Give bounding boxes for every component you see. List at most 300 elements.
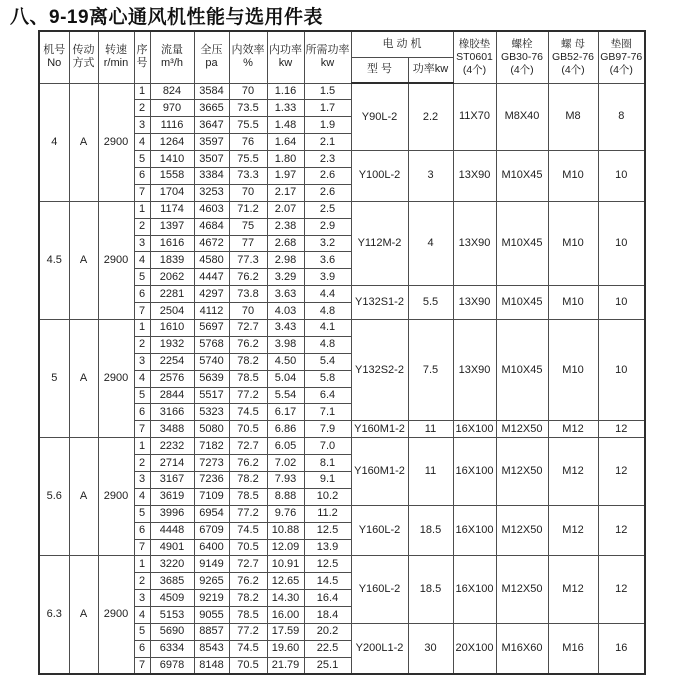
- cell-efficiency: 74.5: [229, 640, 267, 657]
- cell-flow: 2844: [150, 387, 194, 404]
- cell-flow: 1116: [150, 117, 194, 134]
- cell-flow: 1610: [150, 319, 194, 336]
- cell-motor-power: 18.5: [408, 505, 453, 556]
- cell-pressure: 6400: [194, 539, 229, 556]
- cell-flow: 4509: [150, 590, 194, 607]
- cell-motor-power: 11: [408, 438, 453, 506]
- cell-power: 3.98: [267, 336, 304, 353]
- cell-power: 5.04: [267, 370, 304, 387]
- cell-required: 1.9: [304, 117, 351, 134]
- cell-efficiency: 72.7: [229, 319, 267, 336]
- cell-efficiency: 73.3: [229, 167, 267, 184]
- cell-seq: 1: [134, 319, 150, 336]
- cell-power: 12.09: [267, 539, 304, 556]
- cell-efficiency: 75.5: [229, 117, 267, 134]
- cell-rubber-pad: 11X70: [453, 83, 496, 151]
- cell-drive: A: [69, 319, 98, 437]
- cell-motor-power: 4: [408, 201, 453, 285]
- cell-washer: 10: [598, 201, 645, 285]
- cell-seq: 4: [134, 488, 150, 505]
- cell-efficiency: 77.2: [229, 624, 267, 641]
- cell-power: 1.97: [267, 167, 304, 184]
- cell-power: 3.29: [267, 269, 304, 286]
- cell-nut: M12: [548, 421, 598, 438]
- cell-pressure: 4580: [194, 252, 229, 269]
- cell-washer: 10: [598, 286, 645, 320]
- cell-power: 6.17: [267, 404, 304, 421]
- cell-drive: A: [69, 556, 98, 674]
- cell-efficiency: 72.7: [229, 438, 267, 455]
- page-title: 八、9-19离心通风机性能与选用件表: [10, 7, 324, 28]
- cell-motor-power: 5.5: [408, 286, 453, 320]
- cell-seq: 5: [134, 151, 150, 168]
- cell-flow: 5690: [150, 624, 194, 641]
- cell-seq: 3: [134, 117, 150, 134]
- cell-efficiency: 78.5: [229, 488, 267, 505]
- cell-required: 2.5: [304, 201, 351, 218]
- cell-power: 6.05: [267, 438, 304, 455]
- cell-power: 19.60: [267, 640, 304, 657]
- cell-required: 12.5: [304, 556, 351, 573]
- cell-power: 3.43: [267, 319, 304, 336]
- table-row: [39, 438, 645, 455]
- cell-bolt: M12X50: [496, 421, 548, 438]
- cell-motor-model: Y90L-2: [351, 83, 408, 151]
- cell-flow: 970: [150, 100, 194, 117]
- cell-seq: 7: [134, 303, 150, 320]
- cell-required: 7.0: [304, 438, 351, 455]
- cell-seq: 6: [134, 286, 150, 303]
- cell-flow: 1932: [150, 336, 194, 353]
- cell-efficiency: 72.7: [229, 556, 267, 573]
- cell-power: 2.07: [267, 201, 304, 218]
- cell-seq: 5: [134, 624, 150, 641]
- cell-flow: 6978: [150, 657, 194, 674]
- cell-speed: 2900: [98, 556, 134, 674]
- cell-motor-power: 3: [408, 151, 453, 202]
- cell-efficiency: 71.2: [229, 201, 267, 218]
- cell-pressure: 8543: [194, 640, 229, 657]
- cell-required: 8.1: [304, 455, 351, 472]
- cell-seq: 7: [134, 421, 150, 438]
- cell-flow: 824: [150, 83, 194, 100]
- cell-power: 2.38: [267, 218, 304, 235]
- cell-bolt: M10X45: [496, 151, 548, 202]
- cell-seq: 5: [134, 505, 150, 522]
- cell-seq: 7: [134, 657, 150, 674]
- cell-washer: 10: [598, 151, 645, 202]
- cell-efficiency: 77.2: [229, 505, 267, 522]
- cell-flow: 3167: [150, 471, 194, 488]
- cell-required: 4.8: [304, 336, 351, 353]
- cell-efficiency: 77: [229, 235, 267, 252]
- cell-pressure: 3253: [194, 184, 229, 201]
- cell-flow: 1397: [150, 218, 194, 235]
- cell-seq: 6: [134, 167, 150, 184]
- cell-required: 4.1: [304, 319, 351, 336]
- cell-flow: 1839: [150, 252, 194, 269]
- cell-motor-model: Y160M1-2: [351, 421, 408, 438]
- cell-power: 16.00: [267, 607, 304, 624]
- header-pressure: 全压 pa: [194, 31, 229, 83]
- cell-flow: 1264: [150, 134, 194, 151]
- cell-bolt: M12X50: [496, 556, 548, 624]
- cell-flow: 6334: [150, 640, 194, 657]
- cell-power: 8.88: [267, 488, 304, 505]
- cell-efficiency: 75.5: [229, 151, 267, 168]
- cell-power: 7.02: [267, 455, 304, 472]
- cell-drive: A: [69, 438, 98, 556]
- cell-flow: 5153: [150, 607, 194, 624]
- cell-pressure: 3665: [194, 100, 229, 117]
- cell-seq: 2: [134, 573, 150, 590]
- cell-rubber-pad: 20X100: [453, 624, 496, 675]
- cell-power: 10.88: [267, 522, 304, 539]
- cell-pressure: 7182: [194, 438, 229, 455]
- cell-required: 2.1: [304, 134, 351, 151]
- cell-power: 12.65: [267, 573, 304, 590]
- cell-motor-model: Y160L-2: [351, 556, 408, 624]
- cell-required: 25.1: [304, 657, 351, 674]
- cell-rubber-pad: 13X90: [453, 286, 496, 320]
- cell-required: 2.9: [304, 218, 351, 235]
- cell-pressure: 4297: [194, 286, 229, 303]
- cell-no: 4: [39, 83, 69, 201]
- cell-rubber-pad: 16X100: [453, 438, 496, 506]
- cell-efficiency: 78.2: [229, 471, 267, 488]
- table-header: [39, 31, 645, 83]
- cell-flow: 3685: [150, 573, 194, 590]
- cell-efficiency: 75: [229, 218, 267, 235]
- cell-efficiency: 70.5: [229, 539, 267, 556]
- cell-flow: 1616: [150, 235, 194, 252]
- cell-seq: 1: [134, 83, 150, 100]
- cell-pressure: 9055: [194, 607, 229, 624]
- cell-motor-model: Y132S1-2: [351, 286, 408, 320]
- cell-rubber-pad: 16X100: [453, 556, 496, 624]
- cell-efficiency: 77.2: [229, 387, 267, 404]
- cell-nut: M10: [548, 201, 598, 285]
- header-no: 机号 No: [39, 31, 69, 83]
- cell-seq: 7: [134, 184, 150, 201]
- cell-efficiency: 73.8: [229, 286, 267, 303]
- cell-pressure: 3647: [194, 117, 229, 134]
- cell-motor-power: 30: [408, 624, 453, 675]
- cell-bolt: M10X45: [496, 319, 548, 420]
- cell-power: 17.59: [267, 624, 304, 641]
- cell-nut: M10: [548, 151, 598, 202]
- cell-required: 20.2: [304, 624, 351, 641]
- header-seq: 序 号: [134, 31, 150, 83]
- cell-speed: 2900: [98, 83, 134, 201]
- cell-pressure: 7109: [194, 488, 229, 505]
- cell-flow: 2062: [150, 269, 194, 286]
- cell-nut: M16: [548, 624, 598, 675]
- cell-seq: 3: [134, 471, 150, 488]
- cell-seq: 2: [134, 455, 150, 472]
- cell-power: 6.86: [267, 421, 304, 438]
- header-motor-group: 电 动 机: [351, 31, 453, 57]
- header-speed: 转速 r/min: [98, 31, 134, 83]
- cell-rubber-pad: 16X100: [453, 421, 496, 438]
- cell-motor-model: Y112M-2: [351, 201, 408, 285]
- cell-flow: 2504: [150, 303, 194, 320]
- cell-efficiency: 78.2: [229, 353, 267, 370]
- cell-efficiency: 74.5: [229, 404, 267, 421]
- cell-required: 10.2: [304, 488, 351, 505]
- cell-pressure: 5639: [194, 370, 229, 387]
- cell-pressure: 5323: [194, 404, 229, 421]
- cell-power: 10.91: [267, 556, 304, 573]
- cell-nut: M10: [548, 319, 598, 420]
- cell-required: 7.9: [304, 421, 351, 438]
- cell-efficiency: 73.5: [229, 100, 267, 117]
- cell-pressure: 4603: [194, 201, 229, 218]
- cell-seq: 6: [134, 640, 150, 657]
- header-flow: 流量 m³/h: [150, 31, 194, 83]
- cell-efficiency: 78.2: [229, 590, 267, 607]
- cell-rubber-pad: 13X90: [453, 319, 496, 420]
- cell-required: 3.6: [304, 252, 351, 269]
- cell-seq: 3: [134, 235, 150, 252]
- cell-pressure: 8148: [194, 657, 229, 674]
- cell-motor-power: 2.2: [408, 83, 453, 151]
- cell-bolt: M10X45: [496, 286, 548, 320]
- cell-motor-model: Y160L-2: [351, 505, 408, 556]
- cell-motor-model: Y160M1-2: [351, 438, 408, 506]
- cell-motor-model: Y132S2-2: [351, 319, 408, 420]
- cell-pressure: 6709: [194, 522, 229, 539]
- cell-seq: 7: [134, 539, 150, 556]
- cell-efficiency: 76: [229, 134, 267, 151]
- cell-power: 3.63: [267, 286, 304, 303]
- cell-washer: 12: [598, 438, 645, 506]
- header-efficiency: 内效率 %: [229, 31, 267, 83]
- header-drive: 传动 方式: [69, 31, 98, 83]
- cell-power: 7.93: [267, 471, 304, 488]
- cell-pressure: 5697: [194, 319, 229, 336]
- cell-pressure: 5768: [194, 336, 229, 353]
- cell-flow: 2576: [150, 370, 194, 387]
- cell-flow: 1558: [150, 167, 194, 184]
- cell-power: 4.50: [267, 353, 304, 370]
- cell-pressure: 7236: [194, 471, 229, 488]
- cell-required: 4.4: [304, 286, 351, 303]
- cell-efficiency: 76.2: [229, 455, 267, 472]
- cell-required: 14.5: [304, 573, 351, 590]
- cell-pressure: 5080: [194, 421, 229, 438]
- cell-seq: 4: [134, 607, 150, 624]
- cell-power: 9.76: [267, 505, 304, 522]
- fan-performance-table: [38, 30, 646, 675]
- cell-required: 18.4: [304, 607, 351, 624]
- cell-power: 2.98: [267, 252, 304, 269]
- cell-power: 1.48: [267, 117, 304, 134]
- cell-pressure: 4112: [194, 303, 229, 320]
- cell-flow: 4901: [150, 539, 194, 556]
- cell-motor-power: 18.5: [408, 556, 453, 624]
- cell-flow: 3619: [150, 488, 194, 505]
- header-rubber-pad: 橡胶垫 ST0601 (4个): [453, 31, 496, 83]
- cell-pressure: 7273: [194, 455, 229, 472]
- cell-seq: 6: [134, 404, 150, 421]
- header-nut: 螺 母 GB52-76 (4个): [548, 31, 598, 83]
- cell-seq: 1: [134, 556, 150, 573]
- cell-flow: 2232: [150, 438, 194, 455]
- cell-power: 1.80: [267, 151, 304, 168]
- cell-required: 4.8: [304, 303, 351, 320]
- cell-required: 2.3: [304, 151, 351, 168]
- cell-required: 9.1: [304, 471, 351, 488]
- table-row: [39, 201, 645, 218]
- cell-required: 5.4: [304, 353, 351, 370]
- cell-power: 1.64: [267, 134, 304, 151]
- cell-bolt: M16X60: [496, 624, 548, 675]
- header-power: 内功率 kw: [267, 31, 304, 83]
- cell-efficiency: 76.2: [229, 573, 267, 590]
- cell-pressure: 5517: [194, 387, 229, 404]
- header-motor-model: 型 号: [351, 57, 408, 83]
- cell-power: 21.79: [267, 657, 304, 674]
- cell-seq: 6: [134, 522, 150, 539]
- cell-efficiency: 70: [229, 83, 267, 100]
- cell-washer: 8: [598, 83, 645, 151]
- cell-seq: 4: [134, 370, 150, 387]
- cell-efficiency: 74.5: [229, 522, 267, 539]
- table-body: [39, 83, 645, 674]
- cell-flow: 3220: [150, 556, 194, 573]
- cell-flow: 3166: [150, 404, 194, 421]
- cell-required: 7.1: [304, 404, 351, 421]
- cell-motor-model: Y100L-2: [351, 151, 408, 202]
- cell-pressure: 3507: [194, 151, 229, 168]
- cell-power: 5.54: [267, 387, 304, 404]
- cell-pressure: 8857: [194, 624, 229, 641]
- header-motor-power: 功率kw: [408, 57, 453, 83]
- cell-power: 14.30: [267, 590, 304, 607]
- cell-motor-power: 11: [408, 421, 453, 438]
- cell-pressure: 5740: [194, 353, 229, 370]
- cell-seq: 2: [134, 218, 150, 235]
- cell-required: 12.5: [304, 522, 351, 539]
- cell-pressure: 4684: [194, 218, 229, 235]
- cell-flow: 1704: [150, 184, 194, 201]
- cell-required: 2.6: [304, 184, 351, 201]
- cell-bolt: M12X50: [496, 438, 548, 506]
- cell-required: 22.5: [304, 640, 351, 657]
- cell-bolt: M10X45: [496, 201, 548, 285]
- cell-seq: 1: [134, 201, 150, 218]
- table-row: [39, 83, 645, 100]
- cell-no: 5: [39, 319, 69, 437]
- cell-pressure: 3384: [194, 167, 229, 184]
- cell-pressure: 9265: [194, 573, 229, 590]
- cell-rubber-pad: 13X90: [453, 151, 496, 202]
- header-row-1: [39, 31, 645, 57]
- cell-power: 1.16: [267, 83, 304, 100]
- cell-flow: 2254: [150, 353, 194, 370]
- cell-seq: 4: [134, 134, 150, 151]
- cell-efficiency: 78.5: [229, 370, 267, 387]
- cell-seq: 4: [134, 252, 150, 269]
- cell-flow: 4448: [150, 522, 194, 539]
- cell-power: 2.17: [267, 184, 304, 201]
- cell-motor-power: 7.5: [408, 319, 453, 420]
- cell-required: 2.6: [304, 167, 351, 184]
- cell-flow: 1410: [150, 151, 194, 168]
- cell-bolt: M8X40: [496, 83, 548, 151]
- cell-efficiency: 78.5: [229, 607, 267, 624]
- cell-rubber-pad: 16X100: [453, 505, 496, 556]
- cell-efficiency: 76.2: [229, 269, 267, 286]
- cell-speed: 2900: [98, 201, 134, 319]
- header-washer: 垫圈 GB97-76 (4个): [598, 31, 645, 83]
- cell-required: 1.5: [304, 83, 351, 100]
- cell-required: 5.8: [304, 370, 351, 387]
- cell-washer: 10: [598, 319, 645, 420]
- cell-required: 3.9: [304, 269, 351, 286]
- cell-power: 1.33: [267, 100, 304, 117]
- cell-required: 1.7: [304, 100, 351, 117]
- cell-efficiency: 70.5: [229, 657, 267, 674]
- cell-pressure: 4672: [194, 235, 229, 252]
- cell-drive: A: [69, 83, 98, 201]
- cell-nut: M12: [548, 556, 598, 624]
- cell-motor-model: Y200L1-2: [351, 624, 408, 675]
- cell-required: 3.2: [304, 235, 351, 252]
- cell-pressure: 4447: [194, 269, 229, 286]
- cell-power: 4.03: [267, 303, 304, 320]
- cell-efficiency: 70: [229, 184, 267, 201]
- cell-pressure: 9219: [194, 590, 229, 607]
- cell-washer: 12: [598, 556, 645, 624]
- cell-pressure: 3597: [194, 134, 229, 151]
- cell-flow: 3488: [150, 421, 194, 438]
- header-bolt: 螺栓 GB30-76 (4个): [496, 31, 548, 83]
- cell-flow: 2714: [150, 455, 194, 472]
- cell-nut: M8: [548, 83, 598, 151]
- cell-required: 13.9: [304, 539, 351, 556]
- cell-flow: 2281: [150, 286, 194, 303]
- cell-speed: 2900: [98, 438, 134, 556]
- cell-bolt: M12X50: [496, 505, 548, 556]
- cell-no: 4.5: [39, 201, 69, 319]
- cell-washer: 12: [598, 421, 645, 438]
- cell-drive: A: [69, 201, 98, 319]
- cell-efficiency: 76.2: [229, 336, 267, 353]
- cell-required: 11.2: [304, 505, 351, 522]
- cell-nut: M12: [548, 438, 598, 506]
- cell-efficiency: 70.5: [229, 421, 267, 438]
- cell-efficiency: 70: [229, 303, 267, 320]
- table-row: [39, 556, 645, 573]
- cell-required: 16.4: [304, 590, 351, 607]
- cell-pressure: 3584: [194, 83, 229, 100]
- cell-pressure: 9149: [194, 556, 229, 573]
- cell-power: 2.68: [267, 235, 304, 252]
- cell-no: 6.3: [39, 556, 69, 674]
- table-row: [39, 319, 645, 336]
- cell-seq: 3: [134, 590, 150, 607]
- cell-seq: 2: [134, 336, 150, 353]
- cell-flow: 1174: [150, 201, 194, 218]
- cell-seq: 5: [134, 269, 150, 286]
- cell-seq: 1: [134, 438, 150, 455]
- cell-nut: M12: [548, 505, 598, 556]
- cell-flow: 3996: [150, 505, 194, 522]
- cell-no: 5.6: [39, 438, 69, 556]
- cell-efficiency: 77.3: [229, 252, 267, 269]
